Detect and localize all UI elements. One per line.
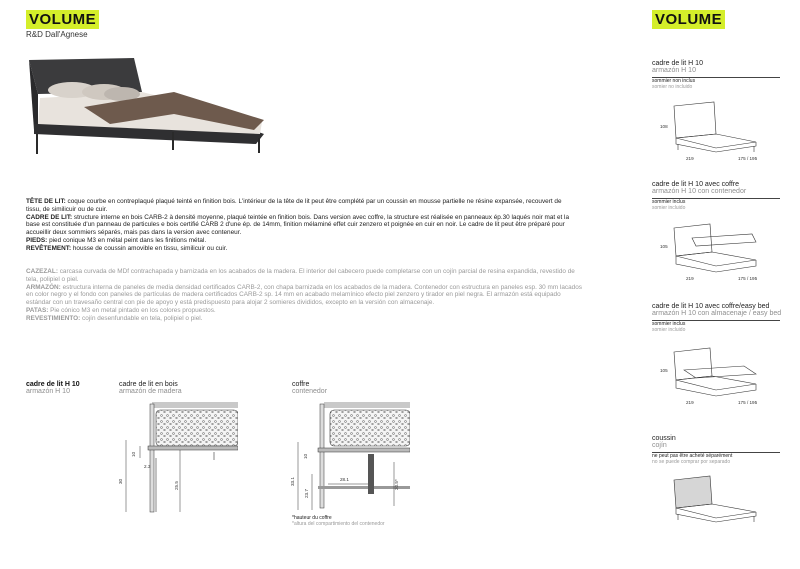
variant-1-width: 175 / 195 bbox=[738, 156, 758, 161]
variant-2-title: cadre de lit H 10 avec coffre bbox=[652, 181, 740, 188]
variant-2-width: 175 / 195 bbox=[738, 276, 758, 281]
variant-2-note-es: somier incluido bbox=[652, 205, 686, 211]
bed-photo bbox=[24, 52, 274, 156]
fr-cover: REVÊTEMENT: housse de coussin amovible en tissu, similicuir ou cuir. bbox=[26, 244, 228, 252]
variant-3-height: 105 bbox=[660, 368, 668, 373]
variant-1-depth: 219 bbox=[686, 156, 694, 161]
dim-wood-25-5: 25.5 bbox=[174, 481, 179, 490]
variant-3-drawing bbox=[652, 342, 780, 408]
wood-section-drawing bbox=[118, 402, 238, 514]
variant-1-height: 108 bbox=[660, 124, 668, 129]
dim-coffre-33-1: 33.1 bbox=[290, 477, 295, 486]
variant-1 bbox=[652, 60, 780, 90]
es-frame: ARMAZÓN: estructura interna de paneles de media densidad certificados CARB-2, con chapa barnizada en los acabados de la madera. Contenedor con estructura en paneles esp. 30 mm lacados en color negro y el fondo con paneles de partículas de madera certificados CARB-2 sp. 14 mm en acabado melamínico efecto piel zenzero y tirador en piel negra. El armazón está equipado estándar con un travesaño central con pie de apoyo y está predispuesto para alojar 2 somieres divididos, excepto en la versión con almacenaje. bbox=[26, 283, 582, 307]
section-wood: cadre de lit en bois armazón de madera bbox=[119, 381, 182, 395]
section-main: cadre de lit H 10 armazón H 10 bbox=[26, 381, 80, 395]
dim-wood-10: 10 bbox=[131, 451, 136, 457]
variant-3-depth: 219 bbox=[686, 400, 694, 405]
dim-coffre-28-1: 28.1 bbox=[340, 477, 349, 482]
variant-4-title: coussin bbox=[652, 435, 676, 442]
es-feet: PATAS: Pie cónico M3 en metal pintado en los colores propuestos. bbox=[26, 306, 216, 314]
variant-3-subtitle: armazón H 10 con almacenaje / easy bed bbox=[652, 310, 782, 317]
coffre-note-fr: *hauteur du coffre bbox=[292, 515, 332, 521]
variant-4-note-fr: ne peut pas être acheté séparément bbox=[652, 453, 733, 459]
variant-3-note-fr: sommier inclus bbox=[652, 321, 686, 327]
coffre-section-drawing bbox=[290, 402, 410, 514]
description-es bbox=[26, 268, 586, 323]
variant-1-note-fr: sommier non inclus bbox=[652, 78, 696, 84]
variant-2 bbox=[652, 181, 780, 211]
variant-4-subtitle: cojín bbox=[652, 442, 667, 449]
fr-frame: CADRE DE LIT: structure interne en bois CARB-2 à densité moyenne, plaqué teintée en finition bois. Dans version avec coffre, la structure est réalisée en panneaux ép.30 laqués noir mat et la base est constituée d'un panneau de particules e bois certifié CARB 2 d'une ép. de 14mm, finition mélaminé effet cuir zenzero et poignée en cuir en noir. Le cadre de lit peut être préparé pour accueillir deux sommiers séparés, mais pas dans la version avec conteneur. bbox=[26, 213, 570, 237]
description-fr bbox=[26, 198, 574, 253]
variant-2-note-fr: sommier inclus bbox=[652, 199, 686, 205]
dim-wood-30: 30 bbox=[118, 478, 123, 484]
variant-1-note-es: somier no incluido bbox=[652, 84, 693, 90]
brand-title-right: VOLUME bbox=[652, 10, 725, 29]
variant-3 bbox=[652, 303, 800, 333]
variant-1-drawing bbox=[652, 98, 780, 164]
dim-coffre-23-7: 23.7 bbox=[304, 489, 309, 498]
variant-4-drawing bbox=[652, 472, 780, 538]
variant-3-note-es: somier incluido bbox=[652, 327, 686, 333]
designer-credit: R&D Dall'Agnese bbox=[26, 30, 88, 39]
variant-2-height: 105 bbox=[660, 244, 668, 249]
section-coffre: coffre contenedor bbox=[292, 381, 328, 395]
variant-1-subtitle: armazón H 10 bbox=[652, 67, 696, 74]
variant-2-drawing bbox=[652, 218, 780, 284]
es-cover: REVESTIMIENTO: cojín desenfundable en tela, polipiel o piel. bbox=[26, 314, 203, 322]
es-headboard: CAZEZAL: carcasa curvada de MDf contrachapada y barnizada en los acabados de la madera. El interior del cabecero puede completarse con un cojín parcial de resina expandida, revestido de tela, polipiel o piel. bbox=[26, 268, 575, 283]
variant-1-title: cadre de lit H 10 bbox=[652, 60, 703, 67]
coffre-note-es: *altura del compartimiento del contenedor bbox=[292, 521, 385, 527]
dim-wood-2-3: 2.3 bbox=[144, 464, 151, 469]
variant-3-width: 175 / 195 bbox=[738, 400, 758, 405]
dim-coffre-10: 10 bbox=[303, 453, 308, 459]
fr-headboard: TÊTE DE LIT: coque courbe en contreplaqué plaqué teinté en finition bois. L'intérieur de la tête de lit peut être complété par un coussin en mousse partielle ne résine expansée, recouvert de tissu, de similicuir ou de cuir. bbox=[26, 198, 562, 213]
variant-2-subtitle: armazón H 10 con contenedor bbox=[652, 188, 747, 195]
brand-title: VOLUME bbox=[26, 10, 99, 29]
variant-2-depth: 219 bbox=[686, 276, 694, 281]
variant-4 bbox=[652, 435, 780, 465]
variant-4-note-es: no se puede comprar por separado bbox=[652, 459, 731, 465]
fr-feet: PIEDS: pied conique M3 en métal peint dans les finitions métal. bbox=[26, 236, 207, 244]
dim-coffre-20-5: 20.5* bbox=[394, 479, 399, 490]
variant-3-title: cadre de lit H 10 avec coffre/easy bed bbox=[652, 303, 770, 310]
